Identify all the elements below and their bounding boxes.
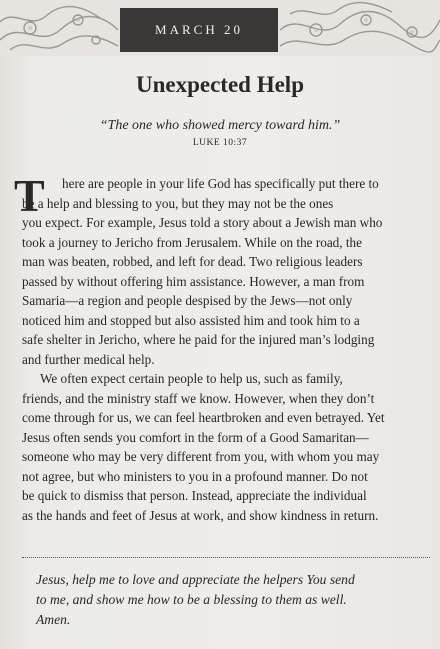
paragraph-line: be quick to dismiss that person. Instead, appreciate the individual — [22, 488, 367, 503]
date-label: MARCH 20 — [155, 22, 243, 37]
paragraph-line: noticed him and stopped but also assisted him and took him to a — [22, 312, 360, 328]
prayer-line: to me, and show me how to be a blessing to them as well. — [36, 592, 347, 607]
prayer-line: Amen. — [36, 612, 71, 627]
paragraph-line: passed by without offering him assistance. However, a man from — [22, 273, 365, 289]
prayer-line: Jesus, help me to love and appreciate the helpers You send — [36, 572, 355, 587]
paragraph-line: Samaria—a region and people despised by the Jews—not only — [22, 293, 353, 308]
paragraph-line: be a help and blessing to you, but they may not be the ones — [22, 195, 334, 211]
scripture-quote: “The one who showed mercy toward him.” — [99, 118, 341, 133]
drop-cap: T — [14, 170, 45, 221]
paragraph-line: not agree, but who ministers to you in a profound manner. Do not — [22, 468, 368, 484]
paragraph-line: Jesus often sends you comfort in the form of a Good Samaritan— — [22, 429, 369, 445]
paragraph-line: took a journey to Jericho from Jerusalem. While on the road, the — [22, 234, 362, 250]
prayer — [36, 570, 436, 630]
paragraph-line: safe shelter in Jericho, where he paid for the injured man’s lodging — [22, 332, 375, 347]
paragraph-line: here are people in your life God has specifically put there to — [62, 176, 379, 191]
paragraph-1 — [22, 174, 430, 369]
scripture-reference: LUKE 10:37 — [192, 138, 248, 148]
paragraph-line: someone who may be very different from you, with whom you may — [22, 449, 380, 464]
dotted-divider — [22, 557, 430, 558]
devotion-title: Unexpected Help — [135, 72, 304, 97]
paragraph-2 — [22, 369, 430, 525]
paragraph-line: and further medical help. — [22, 351, 155, 367]
paragraph-line: come through for us, we can feel heartbroken and even betrayed. Yet — [22, 410, 385, 425]
date-header — [120, 8, 278, 52]
devotion-body — [22, 174, 430, 525]
paragraph-line: man was beaten, robbed, and left for dead. Two religious leaders — [22, 254, 363, 269]
paragraph-line: friends, and the ministry staff we know. However, when they don’t — [22, 390, 375, 406]
paragraph-line: you expect. For example, Jesus told a story about a Jewish man who — [22, 215, 383, 230]
paragraph-line: We often expect certain people to help us, such as family, — [40, 371, 343, 386]
paragraph-line: as the hands and feet of Jesus at work, and show kindness in return. — [22, 507, 379, 523]
